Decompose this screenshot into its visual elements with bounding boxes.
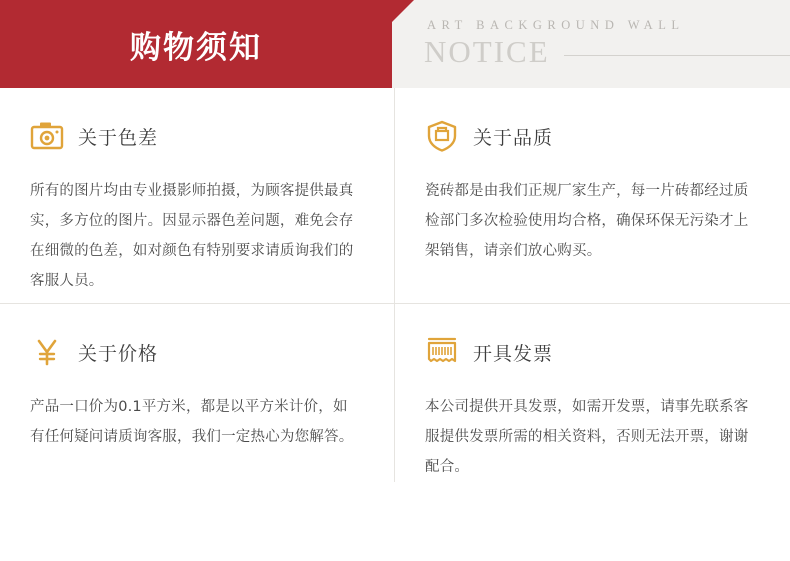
yen-price-icon (30, 335, 64, 369)
notice-section-body: 瓷砖都是由我们正规厂家生产，每一片砖都经过质检部门多次检验使用均合格，确保环保无污染才上架销售，请亲们放心购买。 (425, 183, 749, 259)
header-subtitle-block (392, 0, 790, 88)
corner-triangle-decoration (392, 0, 414, 22)
notice-section-body: 产品一口价为0.1平方米，都是以平方米计价，如有任何疑问请质询客服，我们一定热心为您解答。 (30, 399, 354, 445)
notice-section-title: 关于品质 (473, 126, 554, 149)
header-notice-row (424, 34, 790, 70)
camera-icon (30, 119, 64, 153)
notice-section-title: 关于价格 (78, 342, 159, 365)
header-rule-line (564, 55, 790, 56)
header-subtitle-en: ART BACKGROUND WALL (427, 18, 685, 32)
notice-section-price (0, 304, 395, 482)
notice-section-title: 关于色差 (78, 126, 159, 149)
page-title: 购物须知 (130, 29, 262, 66)
invoice-icon (425, 335, 459, 369)
notice-section-body: 所有的图片均由专业摄影师拍摄，为顾客提供最真实，多方位的图片。因显示器色差问题，难免会存在细微的色差，如对颜色有特别要求请质询我们的客服人员。 (30, 183, 354, 289)
notice-section-header (30, 116, 364, 156)
header-title-block (0, 0, 392, 88)
header-title-en: NOTICE (424, 34, 550, 69)
notice-section-quality (395, 88, 790, 304)
notice-grid (0, 88, 790, 482)
page-header (0, 0, 790, 88)
notice-section-title: 开具发票 (473, 342, 554, 365)
notice-section-body: 本公司提供开具发票，如需开发票，请事先联系客服提供发票所需的相关资料，否则无法开票，谢谢配合。 (425, 399, 749, 475)
notice-section-invoice (395, 304, 790, 482)
notice-section-header (425, 116, 760, 156)
notice-section-header (30, 332, 364, 372)
notice-section-header (425, 332, 760, 372)
notice-section-color (0, 88, 395, 304)
shield-quality-icon (425, 119, 459, 153)
